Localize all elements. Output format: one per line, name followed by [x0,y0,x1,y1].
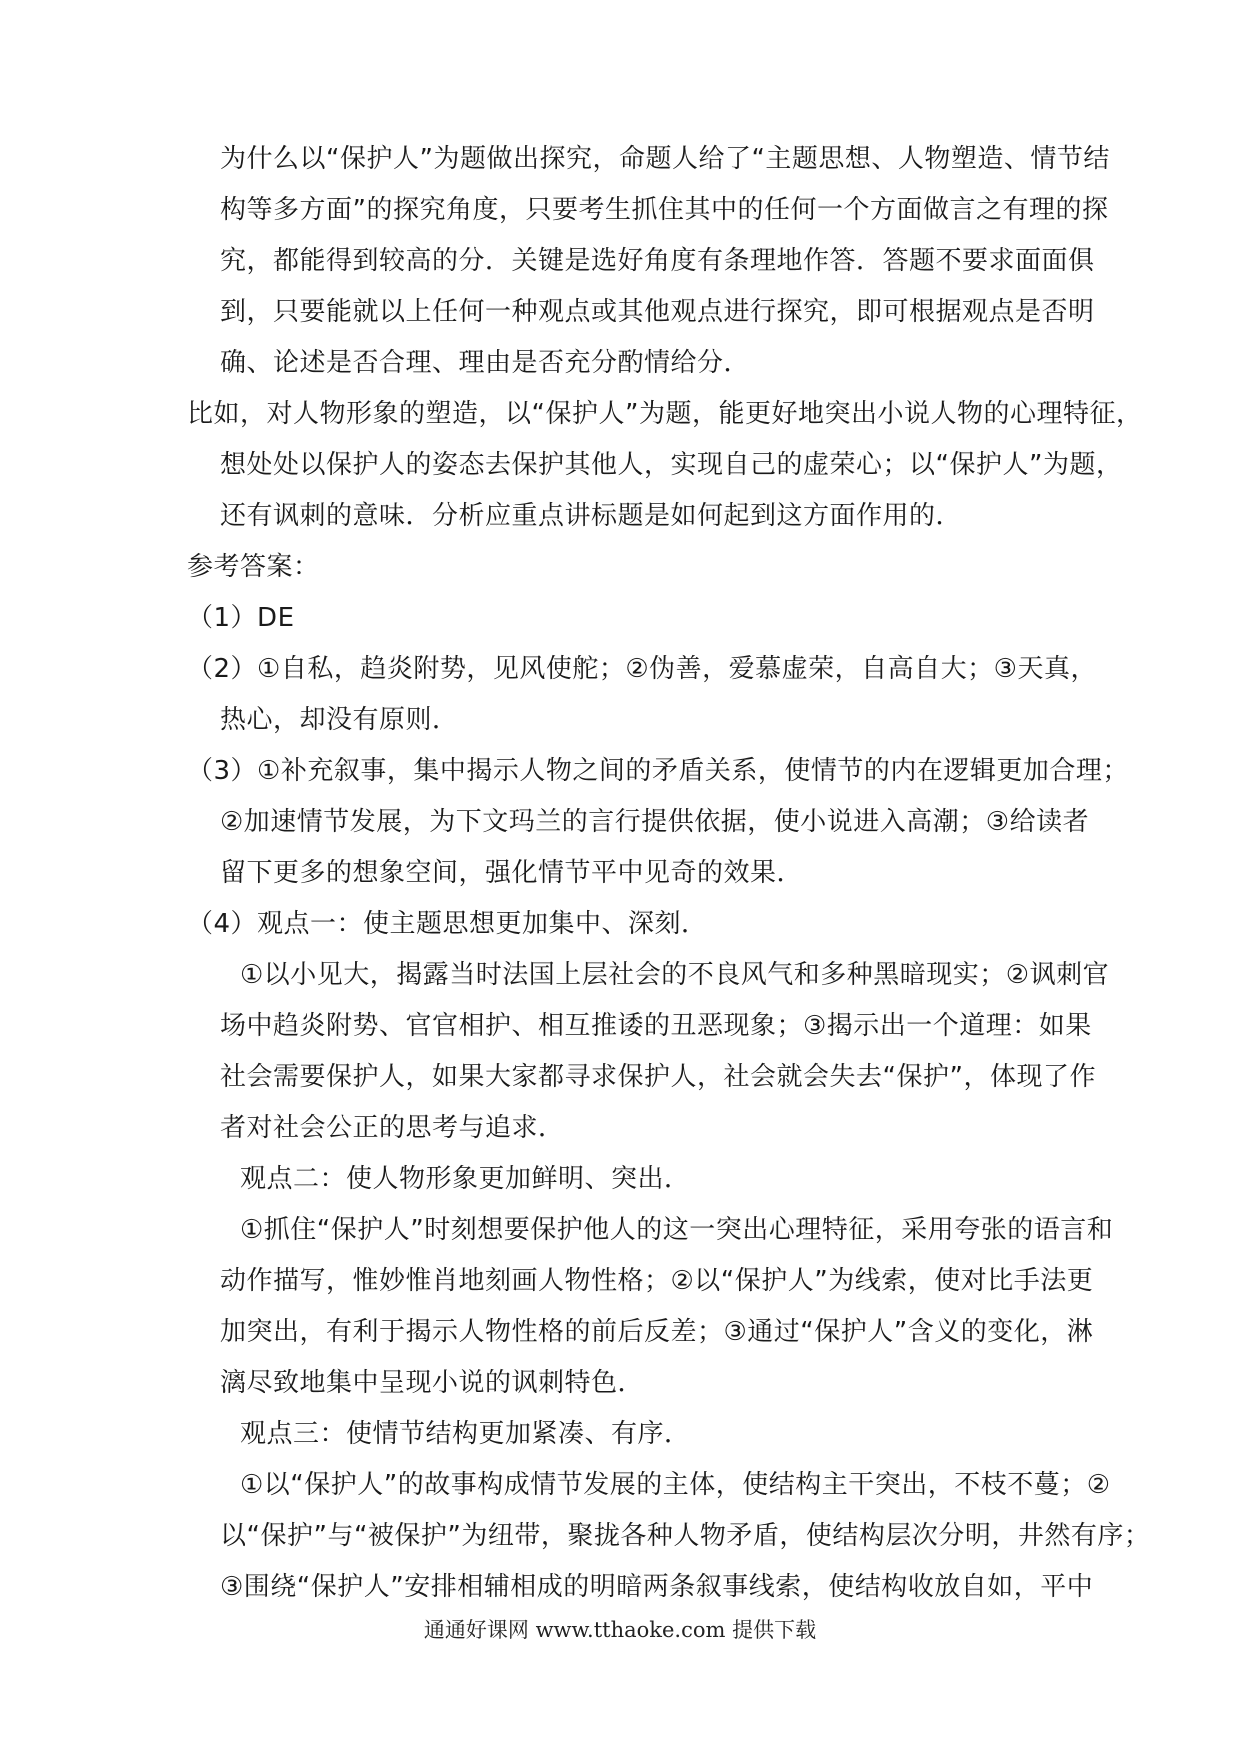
text-line: 留下更多的想象空间，强化情节平中见奇的效果． [220,858,804,888]
text-line: 以“保护”与“被保护”为纽带，聚拢各种人物矛盾，使结构层次分明，井然有序； [220,1521,1151,1551]
text-line: 社会需要保护人，如果大家都寻求保护人，社会就会失去“保护”，体现了作 [220,1062,1096,1092]
text-line: 漓尽致地集中呈现小说的讽刺特色． [220,1368,645,1398]
text-line: ①以小见大，揭露当时法国上层社会的不良风气和多种黑暗现实；②讽刺官 [240,960,1110,990]
text-line: 者对社会公正的思考与追求． [220,1113,565,1143]
text-line: ①以“保护人”的故事构成情节发展的主体，使结构主干突出，不枝不蔓；② [240,1470,1111,1500]
text-line: 比如，对人物形象的塑造，以“保护人”为题，能更好地突出小说人物的心理特征， [187,399,1143,429]
text-line: ①抓住“保护人”时刻想要保护他人的这一突出心理特征，采用夸张的语言和 [240,1215,1114,1245]
text-line: ③围绕“保护人”安排相辅相成的明暗两条叙事线索，使结构收放自如，平中 [220,1572,1094,1602]
section-heading: 参考答案： [187,552,320,582]
text-line: 还有讽刺的意味．分析应重点讲标题是如何起到这方面作用的． [220,501,963,531]
text-line: 到，只要能就以上任何一种观点或其他观点进行探究，即可根据观点是否明 [220,297,1095,327]
text-line: 为什么以“保护人”为题做出探究，命题人给了“主题思想、人物塑造、情节结 [220,144,1110,174]
answer-2: （2）①自私，趋炎附势，见风使舵；②伪善，爱慕虚荣，自高自大；③天真， [187,654,1097,684]
page-footer: 通通好课网 www.tthaoke.com 提供下载 [423,1618,817,1642]
text-line: 构等多方面”的探究角度，只要考生抓住其中的任何一个方面做言之有理的探 [220,195,1109,225]
text-line: 场中趋炎附势、官官相护、相互推诿的丑恶现象；③揭示出一个道理：如果 [220,1011,1092,1041]
text-line: 想处处以保护人的姿态去保护其他人，实现自己的虚荣心；以“保护人”为题， [220,450,1123,480]
text-line: 动作描写，惟妙惟肖地刻画人物性格；②以“保护人”为线索，使对比手法更 [220,1266,1094,1296]
answer-1: （1）DE [187,603,295,633]
answer-3: （3）①补充叙事，集中揭示人物之间的矛盾关系，使情节的内在逻辑更加合理； [187,756,1129,786]
text-line: 究，都能得到较高的分．关键是选好角度有条理地作答．答题不要求面面俱 [220,246,1095,276]
text-line: 确、论述是否合理、理由是否充分酌情给分． [220,348,751,378]
text-line: ②加速情节发展，为下文玛兰的言行提供依据，使小说进入高潮；③给读者 [220,807,1090,837]
viewpoint-heading: 观点三：使情节结构更加紧凑、有序． [240,1419,691,1449]
text-line: 热心，却没有原则． [220,705,459,735]
text-line: 加突出，有利于揭示人物性格的前后反差；③通过“保护人”含义的变化，淋 [220,1317,1094,1347]
viewpoint-heading: 观点二：使人物形象更加鲜明、突出． [240,1164,691,1194]
answer-4: （4）观点一：使主题思想更加集中、深刻． [187,909,708,939]
